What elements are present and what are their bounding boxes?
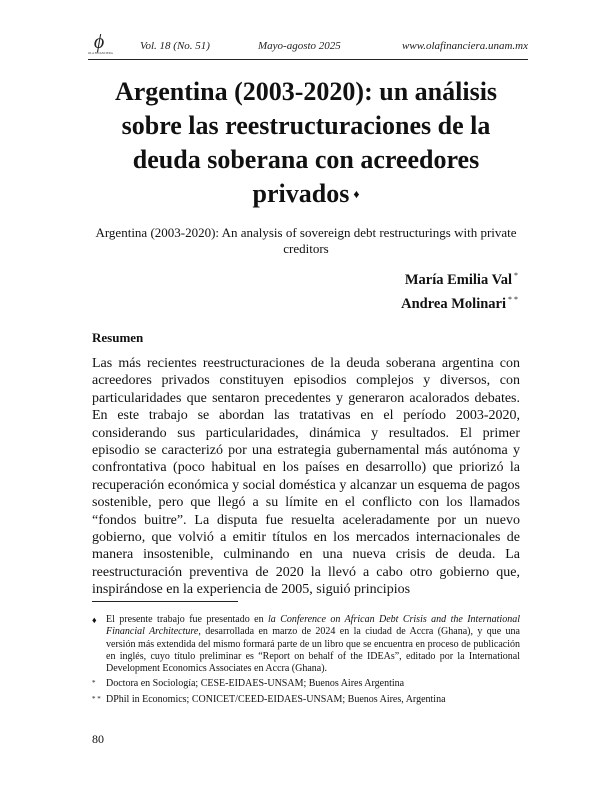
footnote-text: Doctora en Sociología; CESE-EIDAES-UNSAM; Buenos Aires Argentina [106, 678, 405, 690]
journal-logo-icon: ϕ [93, 31, 105, 53]
footnote-marker: * * [92, 694, 101, 703]
journal-logo [88, 31, 113, 55]
title-footnote-marker[interactable]: ♦ [353, 187, 360, 201]
footnotes [92, 614, 520, 709]
running-header [88, 31, 528, 60]
header-website-link[interactable]: www.olafinanciera.unam.mx [402, 40, 528, 52]
author [401, 266, 518, 290]
abstract-text: Las más recientes reestructuraciones de la deuda soberana argentina con acreedores privados constituyen episodios complejos y diversos, con particularidades que sentaron precedentes y generaron acalorados debates. En este trabajo se abordan las tratativas en el período 2003-2020, considerando sus particularidades, dinámica y resultados. El primer episodio se caracterizó por una estrategia gubernamental más autónoma y confrontativa (poco habitual en los países en desarrollo) que priorizó la recuperación económica y social doméstica y alcanzar un esquema de pagos sostenible, pero que llegó a su límite en el conflicto con los llamados “fondos buitre”. La disputa fue resuelta aceleradamente por un nuevo gobierno, que volvió a emitir títulos en los mercados internacionales de manera insostenible, culminando en una nueva crisis de deuda. La reestructuración preventiva de 2020 la llevó a cabo otro gobierno que, inspirándose en la experiencia de 2005, siguió principios [92, 356, 520, 598]
author [401, 290, 518, 314]
footnote [92, 678, 520, 690]
author-name: Andrea Molinari [401, 296, 506, 312]
header-date: Mayo-agosto 2025 [258, 40, 341, 52]
journal-logo-text: OLA FINANCIERA [88, 51, 113, 55]
author-list [401, 266, 518, 314]
author-footnote-marker[interactable]: * * [508, 295, 518, 304]
page-number: 80 [92, 732, 104, 746]
header-volume: Vol. 18 (No. 51) [140, 40, 210, 52]
article-title-text: Argentina (2003-2020): un análisis sobre las reestructuraciones de la deuda soberana con acreedores privados [114, 77, 498, 208]
footnote-conference-name: la Conference on African Debt Crisis and the International Financial Architecture [106, 614, 520, 638]
footnote-marker: ♦ [92, 615, 97, 625]
footnote-marker: * [92, 679, 96, 688]
footnote [92, 694, 520, 706]
article-subtitle-english: Argentina (2003-2020): An analysis of sovereign debt restructurings with private creditors [95, 225, 517, 256]
article-title [95, 75, 517, 211]
author-name: María Emilia Val [404, 272, 512, 288]
footnote-text: , desarrollada en marzo de 2024 en la ciudad de Accra (Ghana), y que una versión más extendida del mismo formará parte de un libro que se encuentra en proceso de publicación en inglés, cuyo título preliminar es “Report on behalf of the IDEAs”, editado por la International Development Economics Associates en Accra (Ghana). [106, 626, 520, 675]
footnote [92, 614, 520, 675]
abstract-heading: Resumen [92, 330, 144, 345]
footnote-divider [92, 601, 238, 602]
footnote-text: El presente trabajo fue presentado en [106, 614, 268, 625]
footnote-text: DPhil in Economics; CONICET/CEED-EIDAES-UNSAM; Buenos Aires, Argentina [106, 693, 446, 705]
author-footnote-marker[interactable]: * [514, 271, 518, 280]
